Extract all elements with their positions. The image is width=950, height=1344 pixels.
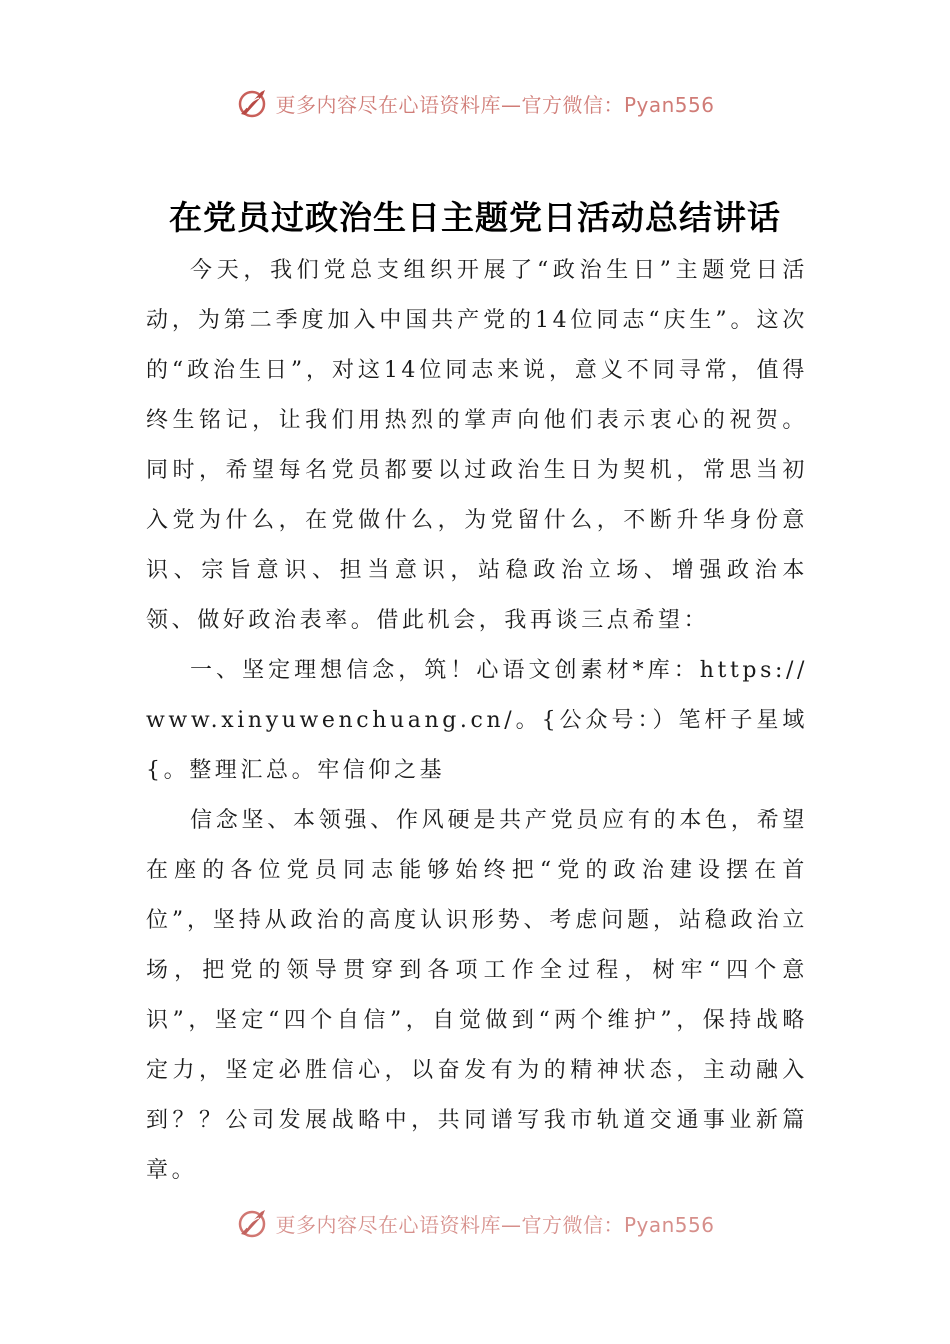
watermark-text: 更多内容尽在心语资料库—官方微信：Pyan556 bbox=[275, 92, 715, 117]
footer-watermark bbox=[0, 1206, 950, 1240]
quill-logo-icon bbox=[235, 86, 269, 120]
paragraph-section-body: 信念坚、本领强、作风硬是共产党员应有的本色，希望在座的各位党员同志能够始终把“党的政治建设摆在首位”，坚持从政治的高度认识形势、考虑问题，站稳政治立场，把党的领导贯穿到各项工作全过程，树牢“四个意识”，坚定“四个自信”，自觉做到“两个维护”，保持战略定力，坚定必胜信心，以奋发有为的精神状态，主动融入到？？公司发展战略中，共同谱写我市轨道交通事业新篇章。 bbox=[146, 808, 808, 1183]
watermark-text: 更多内容尽在心语资料库—官方微信：Pyan556 bbox=[275, 1212, 715, 1237]
paragraph-intro: 今天，我们党总支组织开展了“政治生日”主题党日活动，为第二季度加入中国共产党的14位同志“庆生”。这次的“政治生日”，对这14位同志来说，意义不同寻常，值得终生铭记，让我们用热烈的掌声向他们表示衷心的祝贺。同时，希望每名党员都要以过政治生日为契机，常思当初入党为什么，在党做什么，为党留什么，不断升华身份意识、宗旨意识、担当意识，站稳政治立场、增强政治本领、做好政治表率。借此机会，我再谈三点希望： bbox=[146, 258, 808, 633]
document-title: 在党员过政治生日主题党日活动总结讲话 bbox=[169, 198, 781, 237]
header-watermark bbox=[0, 86, 950, 120]
quill-logo-icon bbox=[235, 1206, 269, 1240]
paragraph-section-heading: 一、坚定理想信念，筑！心语文创素材*库：https://www.xinyuwenchuang.cn/。{公众号：）笔杆子星域{。整理汇总。牢信仰之基 bbox=[146, 658, 808, 783]
document-body bbox=[146, 246, 808, 1196]
